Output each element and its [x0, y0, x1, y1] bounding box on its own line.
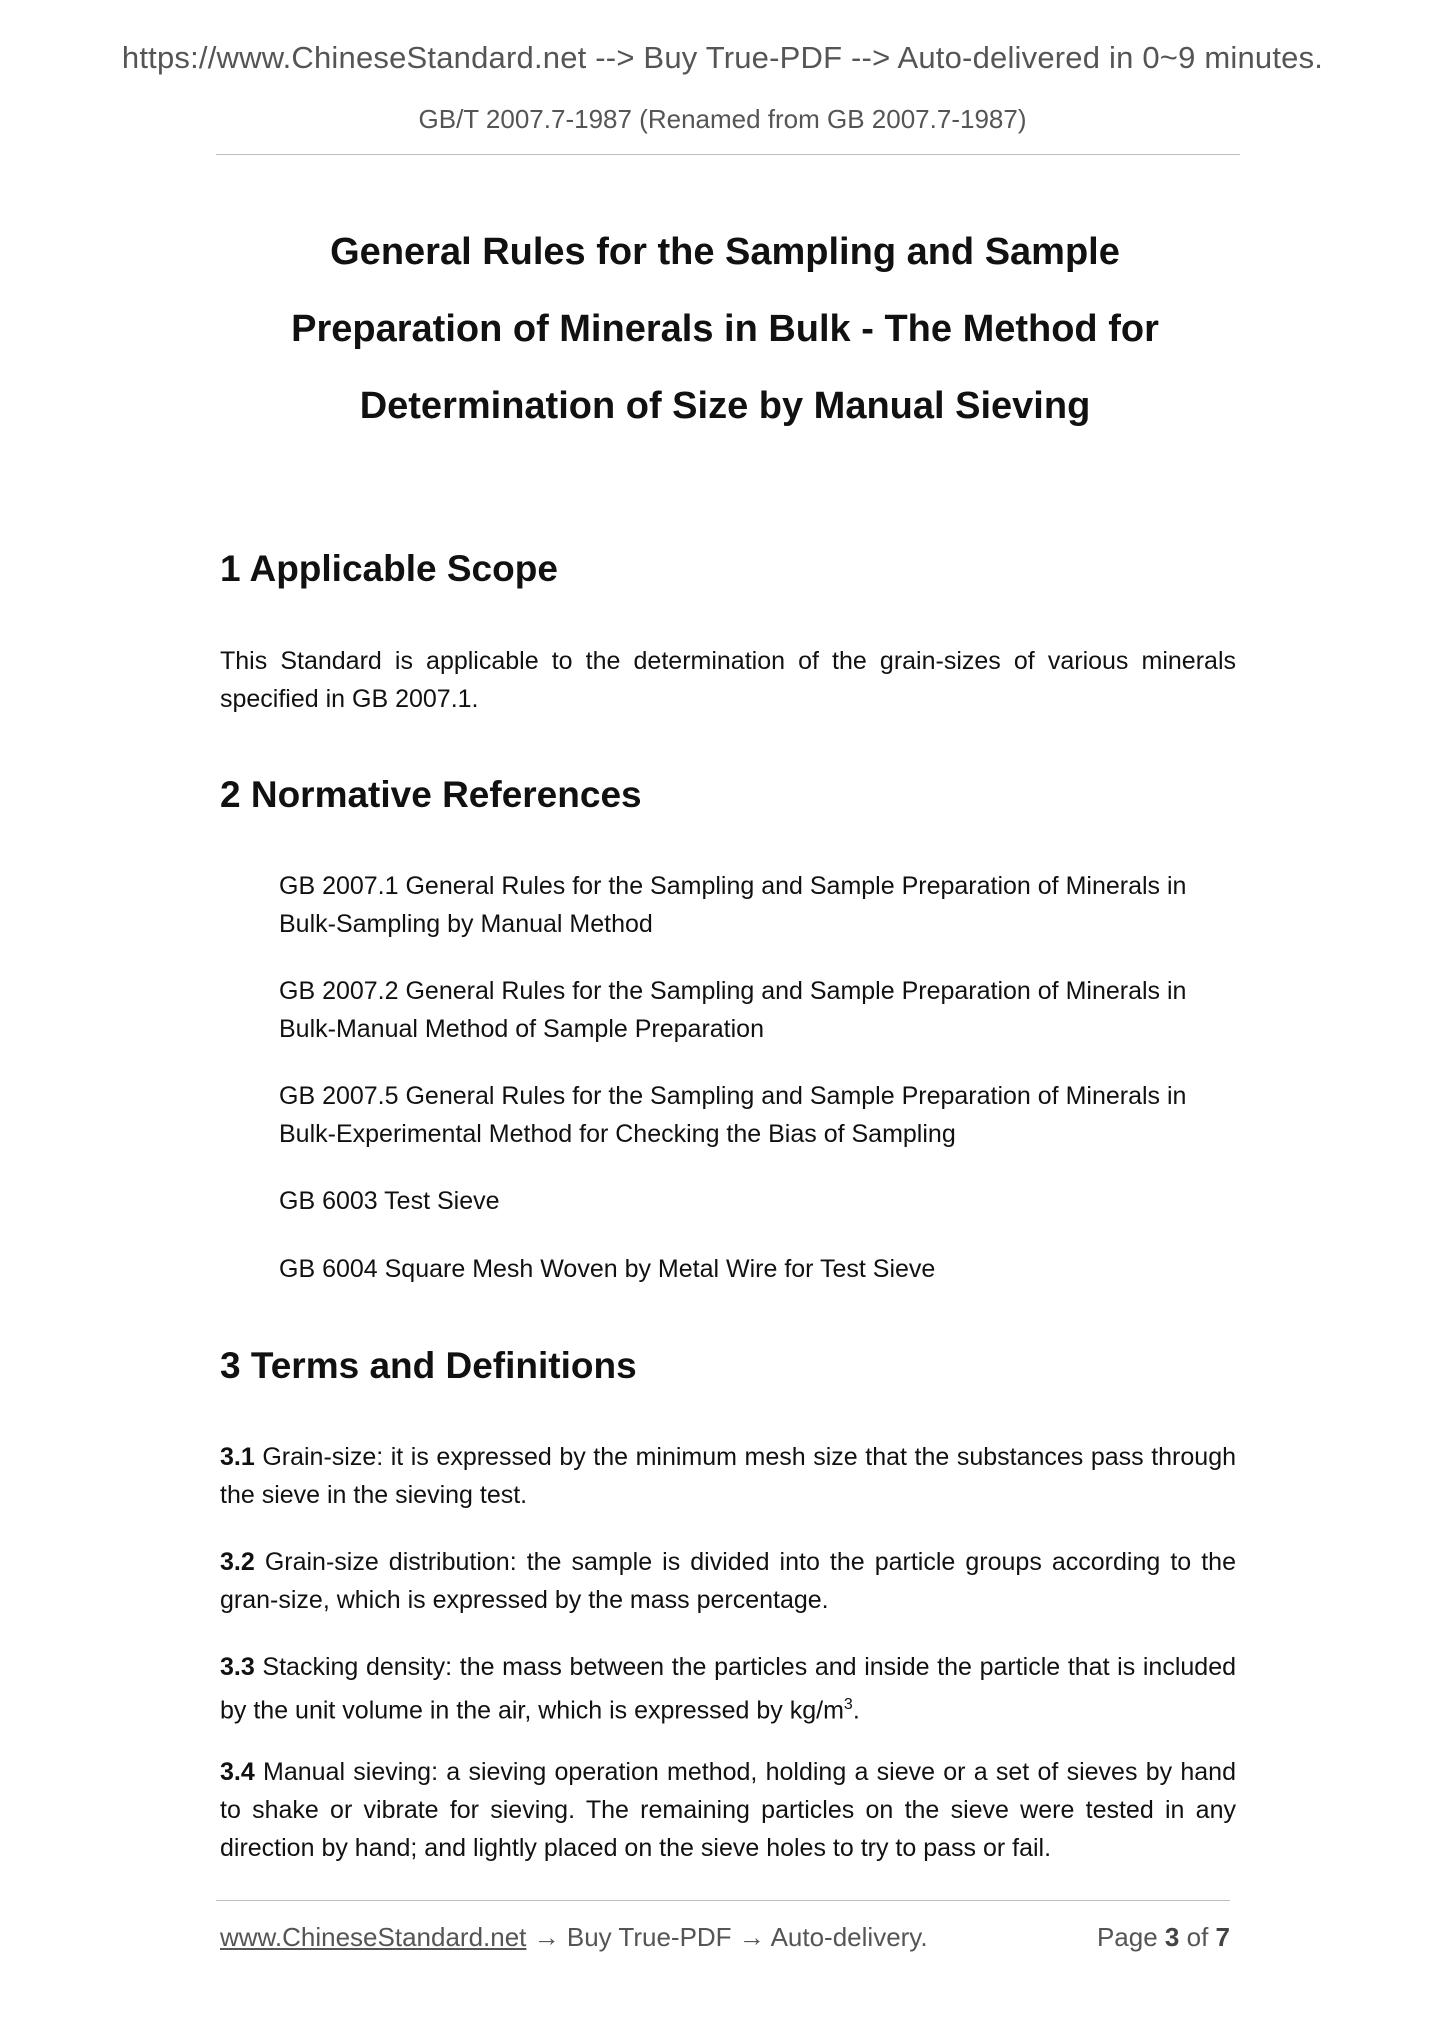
reference-item: GB 6004 Square Mesh Woven by Metal Wire for Test Sieve	[279, 1255, 936, 1283]
term-3-4	[220, 1753, 1236, 1867]
term-text: Manual sieving: a sieving operation method, holding a sieve or a set of sieves by hand to shake or vibrate for sieving. The remaining particles on the sieve were tested in any direction by hand; and lightly placed on the sieve holes to try to pass or fail.	[220, 1758, 1236, 1862]
page-footer	[220, 1922, 1230, 1953]
title-line-3: Determination of Size by Manual Sieving	[359, 385, 1091, 427]
page-label: Page	[1096, 1922, 1158, 1952]
section-1-heading: 1 Applicable Scope	[220, 548, 558, 589]
term-number: 3.4	[220, 1758, 255, 1786]
page-number	[1097, 1922, 1230, 1953]
term-text: Grain-size distribution: the sample is divided into the particle groups according to the gran-size, which is expressed by the mass percentage.	[220, 1548, 1236, 1614]
term-number: 3.1	[220, 1443, 255, 1471]
term-3-1	[220, 1438, 1236, 1514]
reference-item: GB 2007.5 General Rules for the Sampling and Sample Preparation of Minerals in Bulk-Experimental Method for Checking the Bias of Sampling	[279, 1082, 1187, 1148]
header-banner: https://www.ChineseStandard.net --> Buy True-PDF --> Auto-delivered in 0~9 minutes.	[121, 40, 1324, 75]
footer-divider	[216, 1900, 1230, 1901]
term-3-2	[220, 1543, 1236, 1619]
term-number: 3.2	[220, 1548, 255, 1576]
page-total: 7	[1215, 1922, 1230, 1952]
title-line-1: General Rules for the Sampling and Sample	[330, 231, 1120, 273]
footer-text: → Buy True-PDF → Auto-delivery.	[526, 1922, 928, 1952]
term-text: Stacking density: the mass between the particles and inside the particle that is included by the unit volume in the air, which is expressed by kg/m	[220, 1653, 1236, 1725]
section-1-text: This Standard is applicable to the determination of the grain-sizes of various minerals specified in GB 2007.1.	[220, 647, 1236, 713]
page-of: of	[1186, 1922, 1209, 1952]
term-text: Grain-size: it is expressed by the minimum mesh size that the substances pass through the sieve in the sieving test.	[220, 1443, 1236, 1509]
reference-item: GB 2007.2 General Rules for the Sampling and Sample Preparation of Minerals in Bulk-Manual Method of Sample Preparation	[279, 977, 1187, 1043]
title-line-2: Preparation of Minerals in Bulk - The Method for	[291, 308, 1159, 350]
term-tail: .	[852, 1696, 860, 1725]
footer-site-link[interactable]: www.ChineseStandard.net	[220, 1922, 527, 1952]
reference-item: GB 6003 Test Sieve	[279, 1187, 500, 1215]
reference-item: GB 2007.1 General Rules for the Sampling and Sample Preparation of Minerals in Bulk-Sampling by Manual Method	[279, 872, 1187, 938]
document-title	[160, 214, 1290, 445]
header-divider	[216, 154, 1240, 155]
page-current: 3	[1164, 1922, 1180, 1952]
term-number: 3.3	[220, 1653, 255, 1681]
standard-id: GB/T 2007.7-1987 (Renamed from GB 2007.7-1987)	[418, 104, 1027, 134]
section-2-heading: 2 Normative References	[220, 774, 642, 815]
section-3-heading: 3 Terms and Definitions	[220, 1345, 637, 1386]
superscript: 3	[843, 1696, 853, 1713]
term-3-3	[220, 1648, 1236, 1729]
